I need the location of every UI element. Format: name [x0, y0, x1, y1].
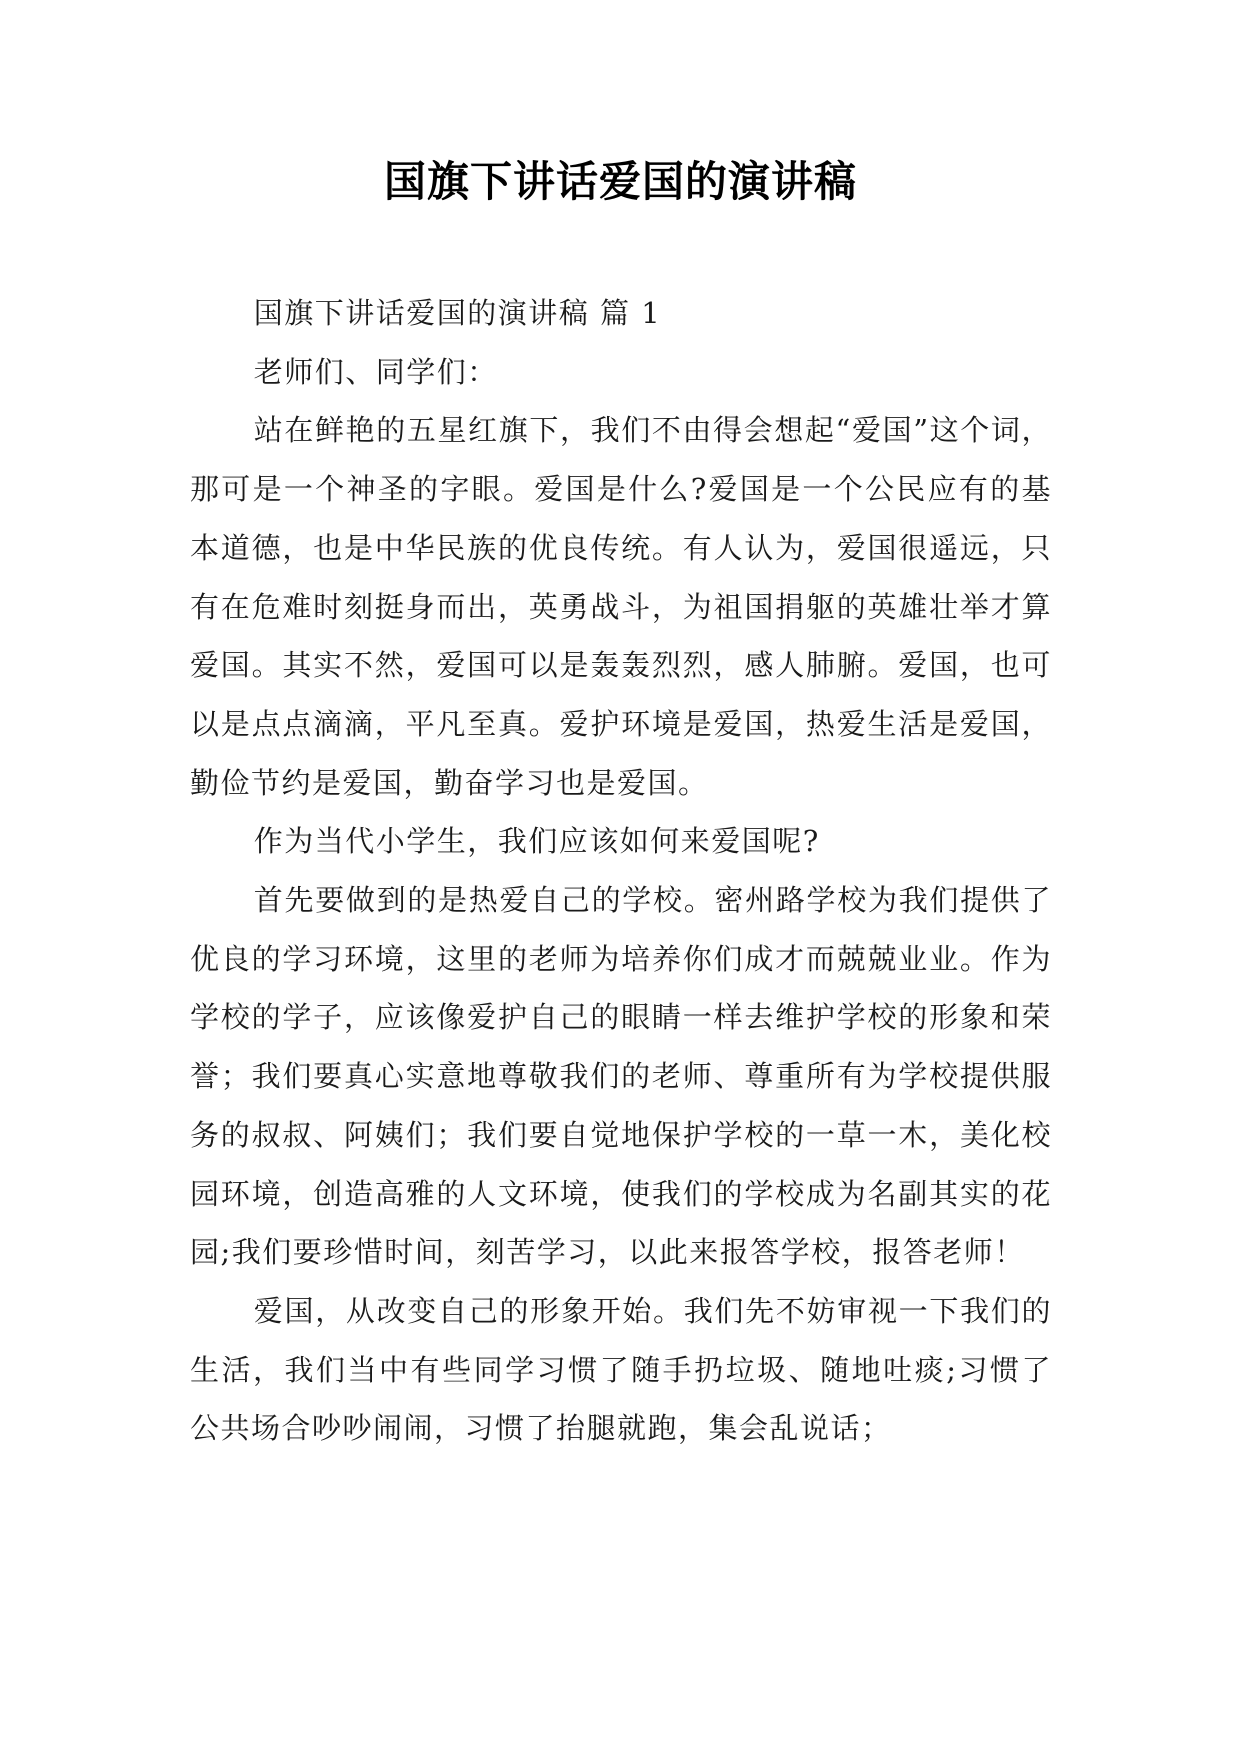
paragraph-body: 爱国，从改变自己的形象开始。我们先不妨审视一下我们的生活，我们当中有些同学习惯了随手扔垃圾、随地吐痰;习惯了公共场合吵吵闹闹，习惯了抬腿就跑，集会乱说话； [190, 1293, 1052, 1446]
paragraph-salutation: 老师们、同学们： [253, 354, 498, 389]
paragraph-body: 站在鲜艳的五星红旗下，我们不由得会想起“爱国”这个词，那可是一个神圣的字眼。爱国是什么?爱国是一个公民应有的基本道德，也是中华民族的优良传统。有人认为，爱国很遥远，只有在危难时刻挺身而出，英勇战斗，为祖国捐躯的英雄壮举才算爱国。其实不然，爱国可以是轰轰烈烈，感人肺腑。爱国，也可以是点点滴滴，平凡至真。爱护环境是爱国，热爱生活是爱国，勤俭节约是爱国，勤奋学习也是爱国。 [190, 413, 1052, 800]
paragraph-body: 首先要做到的是热爱自己的学校。密州路学校为我们提供了优良的学习环境，这里的老师为培养你们成才而兢兢业业。作为学校的学子，应该像爱护自己的眼睛一样去维护学校的形象和荣誉；我们要真心实意地尊敬我们的老师、尊重所有为学校提供服务的叔叔、阿姨们；我们要自觉地保护学校的一草一木，美化校园环境，创造高雅的人文环境，使我们的学校成为名副其实的花园;我们要珍惜时间，刻苦学习，以此来报答学校，报答老师！ [190, 883, 1052, 1270]
document-body [190, 284, 1052, 1458]
paragraph-section-heading: 国旗下讲话爱国的演讲稿 篇 1 [253, 296, 662, 330]
paragraph-body: 作为当代小学生，我们应该如何来爱国呢? [253, 824, 820, 859]
document-title: 国旗下讲话爱国的演讲稿 [383, 157, 857, 206]
